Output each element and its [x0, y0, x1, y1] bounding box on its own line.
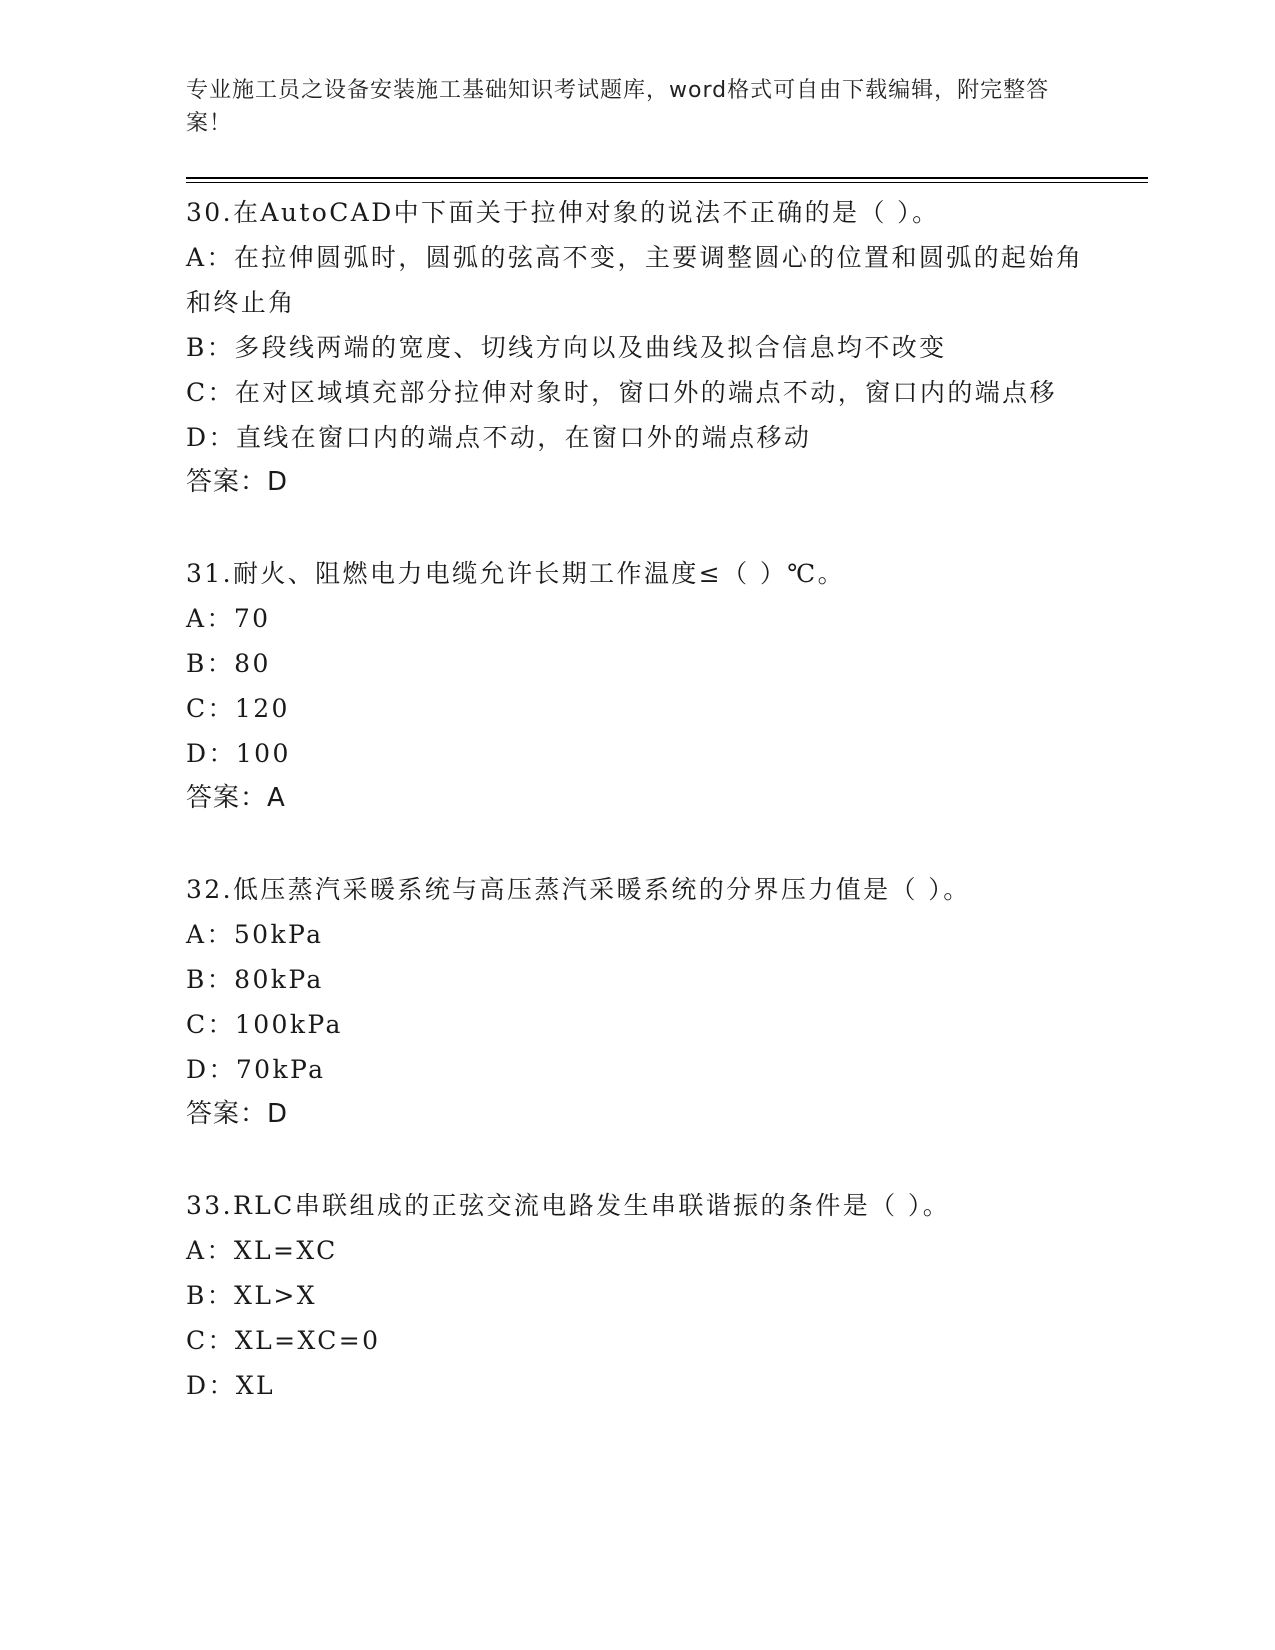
option-a: A：50kPa [186, 920, 324, 949]
option-b: B：XL>X [186, 1281, 317, 1310]
option-b: B：多段线两端的宽度、切线方向以及曲线及拟合信息均不改变 [186, 333, 947, 362]
header-rule-thick [186, 177, 1148, 179]
option-b: B：80kPa [186, 965, 324, 994]
option-c: C：XL=XC=0 [186, 1326, 381, 1355]
option-b: B：80 [186, 649, 271, 678]
question-stem: 33.RLC串联组成的正弦交流电路发生串联谐振的条件是（ ）。 [186, 1191, 951, 1220]
document-header: 专业施工员之设备安装施工基础知识考试题库，word格式可自由下载编辑，附完整答案！ [186, 78, 1050, 136]
option-d: D：100 [186, 739, 291, 768]
option-a: A：70 [186, 604, 271, 633]
question-stem: 30.在AutoCAD中下面关于拉伸对象的说法不正确的是（ ）。 [186, 198, 940, 227]
option-d: D：70kPa [186, 1055, 326, 1084]
question-30 [186, 190, 1086, 505]
question-stem: 32.低压蒸汽采暖系统与高压蒸汽采暖系统的分界压力值是（ ）。 [186, 875, 971, 904]
option-d: D：XL [186, 1371, 276, 1400]
question-31 [186, 551, 1086, 821]
answer: 答案：A [186, 783, 286, 813]
answer: 答案：D [186, 1099, 289, 1129]
option-c: C：在对区域填充部分拉伸对象时，窗口外的端点不动，窗口内的端点移 [186, 378, 1057, 407]
header-rule-thin [186, 182, 1148, 183]
question-list [186, 190, 1086, 1454]
option-c: C：120 [186, 694, 290, 723]
option-a: A：XL=XC [186, 1236, 338, 1265]
question-32 [186, 867, 1086, 1137]
answer: 答案：D [186, 467, 289, 497]
question-33 [186, 1183, 1086, 1408]
option-c: C：100kPa [186, 1010, 343, 1039]
option-a: A：在拉伸圆弧时，圆弧的弦高不变，主要调整圆心的位置和圆弧的起始角和终止角 [186, 243, 1084, 317]
option-d: D：直线在窗口内的端点不动，在窗口外的端点移动 [186, 423, 812, 452]
question-stem: 31.耐火、阻燃电力电缆允许长期工作温度≤（ ）℃。 [186, 559, 846, 588]
